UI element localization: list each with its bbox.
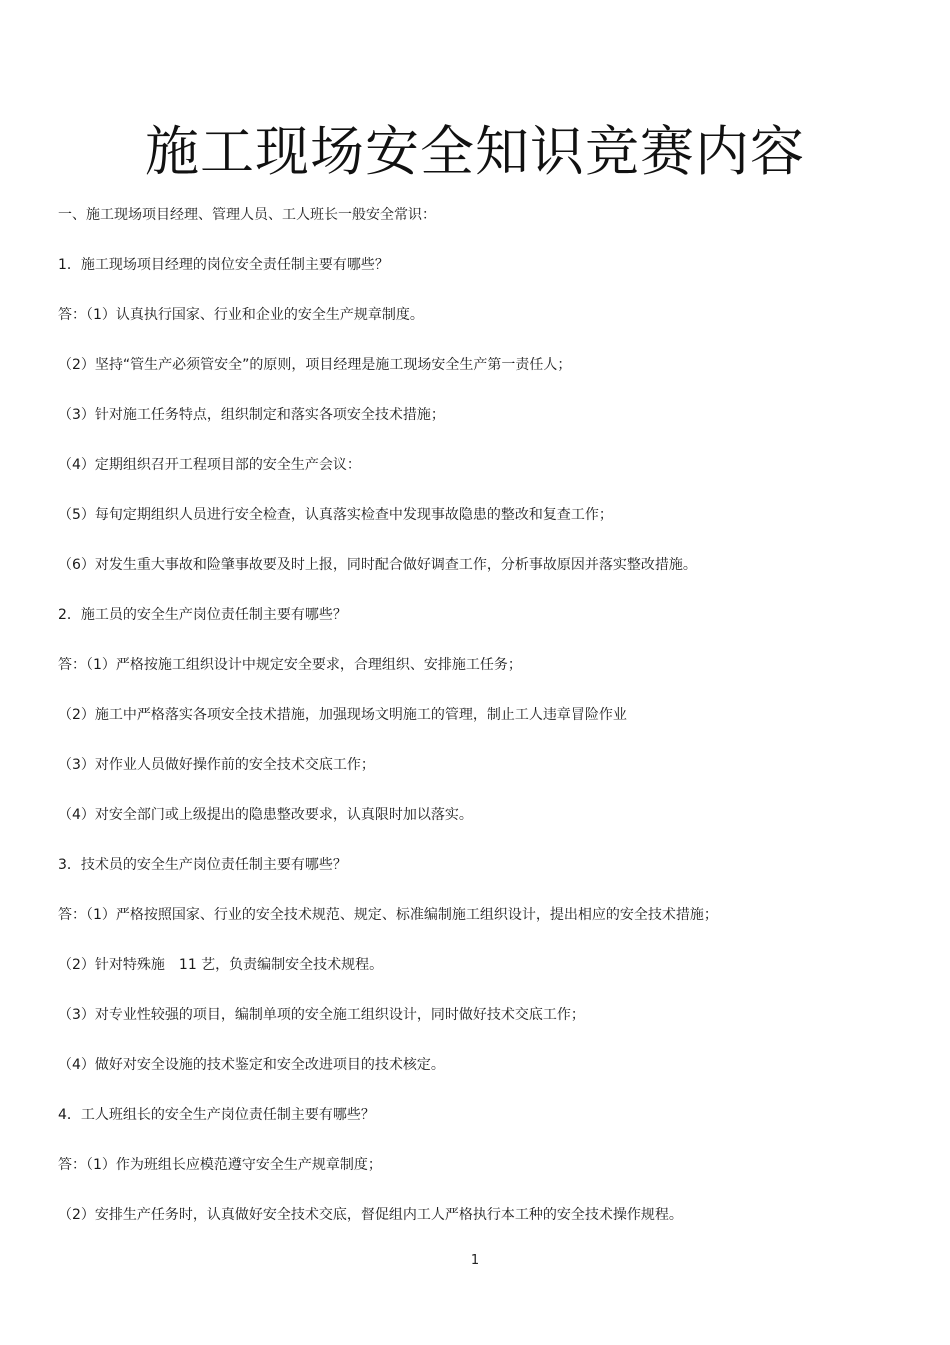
answer-line: （3）针对施工任务特点，组织制定和落实各项安全技术措施； — [58, 407, 445, 423]
answer-line: （4）对安全部门或上级提出的隐患整改要求，认真限时加以落实。 — [58, 807, 473, 823]
page-title: 施工现场安全知识竞赛内容 — [145, 120, 805, 183]
question-2: 2．施工员的安全生产岗位责任制主要有哪些？ — [58, 607, 347, 623]
answer-line: （3）对专业性较强的项目，编制单项的安全施工组织设计，同时做好技术交底工作； — [58, 1007, 585, 1023]
answer-line: 答：（1）严格按施工组织设计中规定安全要求，合理组织、安排施工任务； — [58, 657, 522, 673]
question-3: 3．技术员的安全生产岗位责任制主要有哪些？ — [58, 857, 347, 873]
answer-line: 答：（1）作为班组长应模范遵守安全生产规章制度； — [58, 1157, 382, 1173]
page-number: 1 — [470, 1253, 480, 1268]
answer-line: （2）针对特殊施 11 艺，负责编制安全技术规程。 — [58, 957, 384, 973]
answer-line: （4）定期组织召开工程项目部的安全生产会议： — [58, 457, 361, 473]
answer-line: （2）施工中严格落实各项安全技术措施，加强现场文明施工的管理，制止工人违章冒险作业 — [58, 707, 627, 723]
answer-line: （3）对作业人员做好操作前的安全技术交底工作； — [58, 757, 375, 773]
question-4: 4．工人班组长的安全生产岗位责任制主要有哪些？ — [58, 1107, 375, 1123]
answer-line: （6）对发生重大事故和险肇事故要及时上报，同时配合做好调查工作，分析事故原因并落实整改措施。 — [58, 557, 697, 573]
answer-line: 答：（1）认真执行国家、行业和企业的安全生产规章制度。 — [58, 307, 424, 323]
answer-line: （4）做好对安全设施的技术鉴定和安全改进项目的技术核定。 — [58, 1057, 445, 1073]
answer-line: （2）安排生产任务时，认真做好安全技术交底，督促组内工人严格执行本工种的安全技术操作规程。 — [58, 1207, 683, 1223]
answer-line: （5）每旬定期组织人员进行安全检查，认真落实检查中发现事故隐患的整改和复查工作； — [58, 507, 613, 523]
answer-line: 答：（1）严格按照国家、行业的安全技术规范、规定、标准编制施工组织设计，提出相应的安全技术措施； — [58, 907, 718, 923]
section-heading: 一、施工现场项目经理、管理人员、工人班长一般安全常识： — [58, 207, 436, 223]
answer-line: （2）坚持“管生产必须管安全”的原则，项目经理是施工现场安全生产第一责任人； — [58, 357, 572, 373]
question-1: 1．施工现场项目经理的岗位安全责任制主要有哪些？ — [58, 257, 389, 273]
